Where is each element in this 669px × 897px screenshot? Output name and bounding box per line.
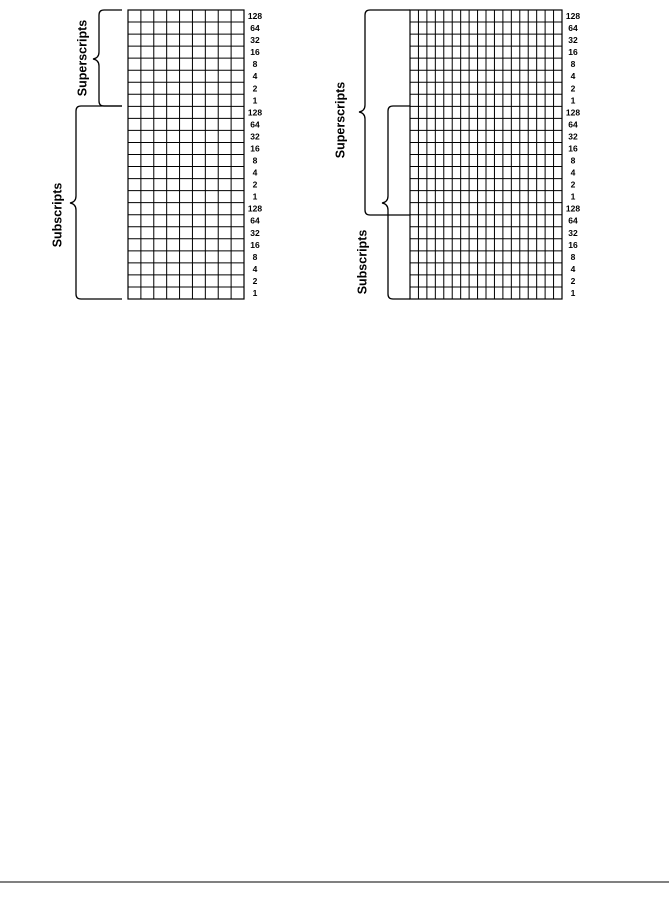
left-subscripts-brace: [70, 106, 122, 299]
left-bit-label: 4: [252, 71, 258, 82]
left-subscripts-label: Subscripts: [50, 182, 65, 248]
left-dot-matrix-figure: [50, 10, 262, 299]
right-bit-label: 2: [570, 275, 576, 286]
left-bit-label: 64: [250, 119, 260, 130]
right-bit-label: 1: [570, 191, 576, 202]
left-bit-label: 4: [252, 263, 258, 274]
left-bit-label: 1: [252, 287, 258, 298]
left-bit-label: 1: [252, 191, 258, 202]
right-bit-label: 16: [568, 143, 578, 154]
right-bit-label: 64: [568, 23, 578, 34]
left-bit-label: 64: [250, 23, 260, 34]
left-bit-label: 128: [247, 203, 263, 214]
left-dot-grid: [128, 10, 244, 299]
right-bit-label: 4: [570, 71, 576, 82]
left-bit-label: 8: [252, 155, 258, 166]
right-dot-matrix-figure: [333, 10, 580, 299]
left-bit-label: 32: [250, 131, 260, 142]
right-bit-label: 32: [568, 227, 578, 238]
left-bit-label: 32: [250, 35, 260, 46]
right-bit-label: 1: [570, 287, 576, 298]
left-bit-label: 1: [252, 95, 258, 106]
right-bit-label: 8: [570, 59, 576, 70]
right-bit-label: 128: [565, 11, 581, 22]
right-bit-label: 1: [570, 95, 576, 106]
right-subscripts-label: Subscripts: [355, 229, 370, 295]
right-bit-label: 16: [568, 239, 578, 250]
left-bit-label: 4: [252, 167, 258, 178]
right-subscripts-brace: [382, 106, 410, 299]
right-superscripts-label: Superscripts: [333, 81, 348, 159]
right-bit-label: 4: [570, 263, 576, 274]
right-bit-label: 32: [568, 131, 578, 142]
right-bit-label: 4: [570, 167, 576, 178]
left-bit-label: 8: [252, 251, 258, 262]
left-bit-label: 128: [247, 11, 263, 22]
left-bit-label: 16: [250, 239, 260, 250]
left-superscripts-brace: [93, 10, 122, 106]
right-bit-label: 128: [565, 203, 581, 214]
right-bit-label: 128: [565, 107, 581, 118]
left-bit-label: 16: [250, 47, 260, 58]
right-bit-label: 2: [570, 83, 576, 94]
right-bit-label: 16: [568, 47, 578, 58]
right-bit-label: 64: [568, 119, 578, 130]
right-bit-label: 8: [570, 251, 576, 262]
right-dot-grid: [410, 10, 562, 299]
right-bit-label: 8: [570, 155, 576, 166]
left-bit-label: 2: [252, 179, 258, 190]
right-bit-label: 2: [570, 179, 576, 190]
left-bit-label: 2: [252, 275, 258, 286]
left-superscripts-label: Superscripts: [75, 19, 90, 97]
right-bit-label: 64: [568, 215, 578, 226]
left-bit-label: 64: [250, 215, 260, 226]
left-bit-label: 8: [252, 59, 258, 70]
left-bit-label: 128: [247, 107, 263, 118]
right-superscripts-brace: [359, 10, 410, 215]
left-bit-label: 16: [250, 143, 260, 154]
right-bit-labels: [566, 11, 580, 298]
left-bit-label: 32: [250, 227, 260, 238]
left-bit-label: 2: [252, 83, 258, 94]
left-bit-labels: [248, 11, 262, 298]
right-bit-label: 32: [568, 35, 578, 46]
